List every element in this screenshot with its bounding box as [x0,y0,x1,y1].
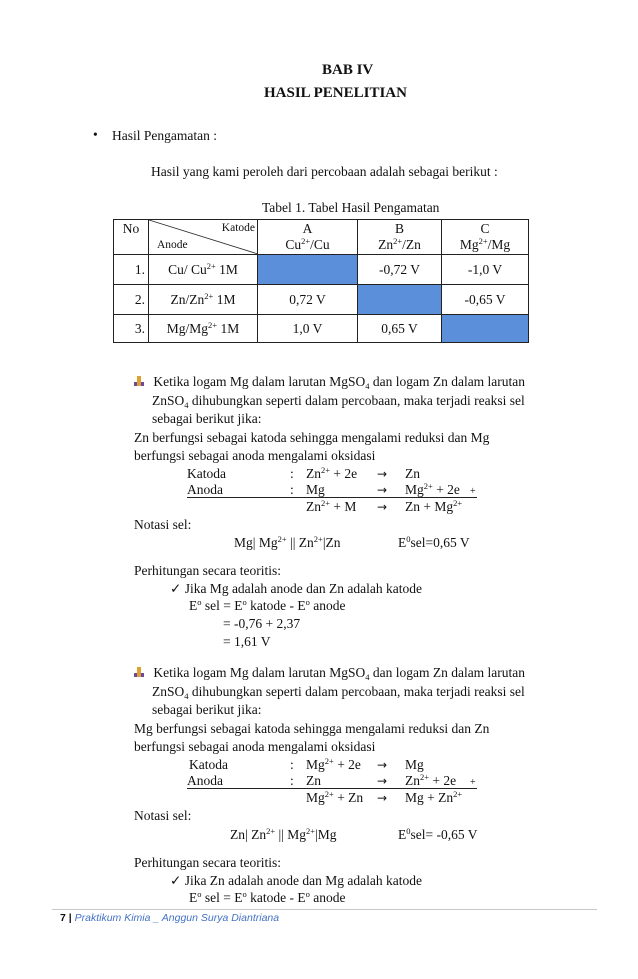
section2-desc2: berfungsi sebagai anoda mengalami oksidasi [134,739,376,754]
esel-value: $E^0sel=0,65$ V [398,534,470,550]
reaction-katoda: $Zn^{2+} + 2e$ [306,465,358,481]
arrow-icon: → [377,774,388,788]
table-row [114,315,529,343]
page-footer: 7 | Praktikum Kimia _ Anggun Surya Diantriana [60,912,280,924]
notasi-value: Mg| $Mg^{2+}$ || $Zn^{2+}|Zn$ [234,534,341,550]
arrow-icon: → [377,758,388,772]
colon: : [290,757,294,772]
row-no: 2. [114,285,149,315]
perhitungan-label: Perhitungan secara teoritis: [134,855,281,870]
reaction-total: $Mg^{2+} + Zn$ [306,789,364,805]
table-caption: Tabel 1. Tabel Hasil Pengamatan [262,200,440,215]
section2-line3: sebagai berikut jika: [152,702,262,717]
header-katode-label: Katode [221,222,255,234]
intro-sentence: Hasil yang kami peroleh dari percobaan adalah sebagai berikut : [151,164,498,179]
katoda-label: Katoda [187,466,226,481]
reaction-katoda-product: Mg [405,757,424,772]
chapter-number: BAB IV [322,62,374,78]
reaction-katoda-product: Zn [405,466,420,481]
header-no: No [114,220,149,255]
anoda-label: Anoda [187,773,223,788]
page-number: 7 [60,912,66,924]
table-row [114,285,529,315]
cell-value: 1,0 V [258,315,358,343]
section2-line2: ZnSO$_4$ dihubungkan seperti dalam percobaan, maka terjadi reaksi sel [152,684,525,701]
reaction-anoda-product: $Mg^{2+} + 2e$ [405,481,460,497]
arrow-icon: → [377,791,388,805]
row-anode: $Zn/Zn^{2+}$ 1M [149,285,258,315]
cell-empty-shaded [258,255,358,285]
footer-rule [52,909,597,910]
formula-line1: $E^o$ sel = $E^o$ katode - $E^o$ anode [189,889,346,905]
section1-desc2: berfungsi sebagai anoda mengalami oksidasi [134,448,376,463]
plus-sign: + [470,777,476,788]
table-header-row [114,220,529,255]
reaction-katoda: $Mg^{2+} + 2e$ [306,756,361,772]
cell-empty-shaded [358,285,442,315]
arrow-bullet-icon [133,376,144,387]
esel-value: $E^0sel= -0,65$ V [398,826,478,842]
reaction-total: $Zn^{2+} + M$ [306,498,357,514]
notasi-label: Notasi sel: [134,517,192,532]
reaction-anoda: Mg [306,482,325,497]
check-item: ✓ Jika Mg adalah anode dan Zn adalah katode [170,581,422,597]
cell-value: 0,65 V [358,315,442,343]
checkmark-icon: ✓ [170,581,182,597]
header-katode-anode [149,220,258,255]
formula-line3: = 1,61 V [223,634,271,649]
cell-value: 0,72 V [258,285,358,315]
cell-value: -1,0 V [442,255,529,285]
colon: : [290,466,294,481]
row-anode: $Mg/Mg^{2+}$ 1M [149,315,258,343]
header-col-c: C $Mg^{2+}/Mg$ [442,220,529,255]
katoda-label: Katoda [189,757,228,772]
perhitungan-label: Perhitungan secara teoritis: [134,563,281,578]
arrow-icon: → [377,483,388,497]
row-no: 1. [114,255,149,285]
check-item: ✓ Jika Zn adalah anode dan Mg adalah katode [170,873,422,889]
table-row [114,255,529,285]
section1-desc1: Zn berfungsi sebagai katoda sehingga mengalami reduksi dan Mg [134,430,490,445]
colon: : [290,773,294,788]
intro-bullet-label: Hasil Pengamatan : [112,128,217,143]
reaction-anoda: Zn [306,773,321,788]
arrow-bullet-icon [133,667,144,678]
arrow-icon: → [377,500,388,514]
sum-line [187,497,477,498]
reaction-total-product: $Mg + Zn^{2+}$ [405,789,463,805]
section1-intro: Ketika logam Mg dalam larutan MgSO$_4$ dan logam Zn dalam larutan [133,374,525,390]
colon: : [290,482,294,497]
arrow-icon: → [377,467,388,481]
cell-value: -0,65 V [442,285,529,315]
header-col-a: A $Cu^{2+}/Cu$ [258,220,358,255]
header-anode-label: Anode [157,239,188,251]
chapter-title: HASIL PENELITIAN [264,85,407,101]
results-table [113,219,529,343]
anoda-label: Anoda [187,482,223,497]
cell-empty-shaded [442,315,529,343]
checkmark-icon: ✓ [170,873,182,889]
formula-line2: = -0,76 + 2,37 [223,616,301,631]
section1-line3: sebagai berikut jika: [152,411,262,426]
header-col-b: B $Zn^{2+}/Zn$ [358,220,442,255]
plus-sign: + [470,486,476,497]
section2-desc1: Mg berfungsi sebagai katoda sehingga mengalami reduksi dan Zn [134,721,490,736]
notasi-value: Zn| $Zn^{2+}$ || $Mg^{2+}|Mg$ [230,826,337,842]
cell-value: -0,72 V [358,255,442,285]
row-anode: Cu/ $Cu^{2+}$ 1M [149,255,258,285]
reaction-total-product: $Zn + Mg^{2+}$ [405,498,463,514]
reaction-anoda-product: $Zn^{2+} + 2e$ [405,772,457,788]
notasi-label: Notasi sel: [134,808,192,823]
section2-intro: Ketika logam Mg dalam larutan MgSO$_4$ dan logam Zn dalam larutan [133,665,525,681]
formula-line1: $E^o$ sel = $E^o$ katode - $E^o$ anode [189,597,346,613]
section1-line2: ZnSO$_4$ dihubungkan seperti dalam percobaan, maka terjadi reaksi sel [152,393,525,410]
footer-text: Praktikum Kimia _ Anggun Surya Diantriana [74,912,280,924]
bullet-icon: • [93,127,98,142]
row-no: 3. [114,315,149,343]
